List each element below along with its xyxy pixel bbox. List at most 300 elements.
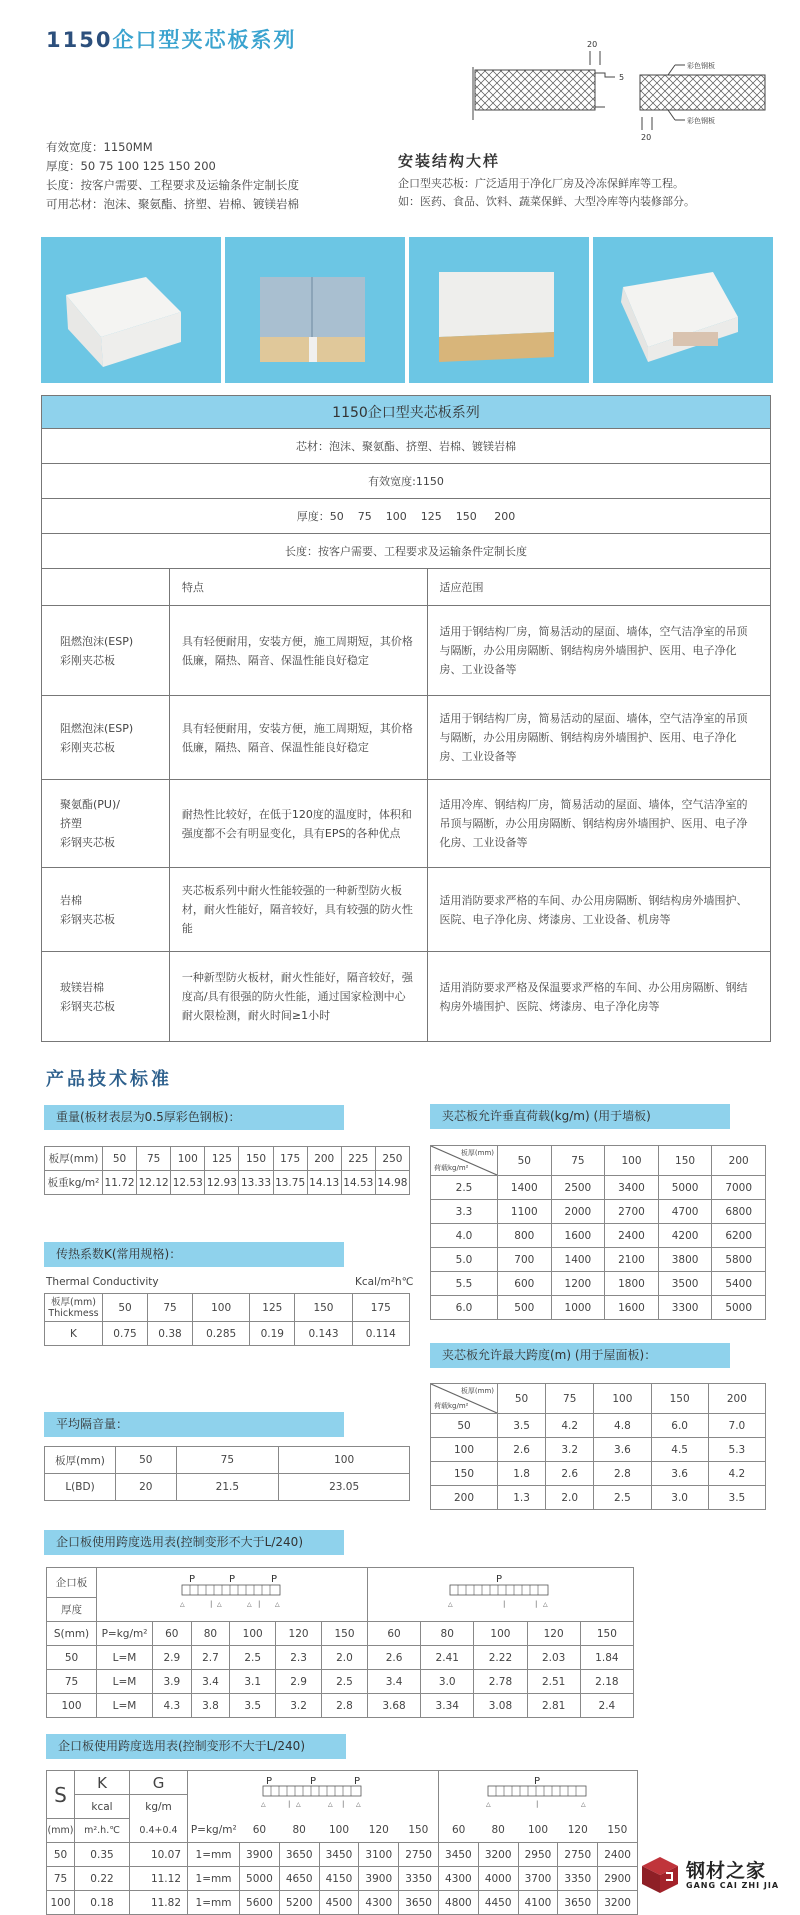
corner-header (431, 1146, 498, 1176)
thickness-cell: 175 (352, 1294, 409, 1322)
table-row (47, 1670, 634, 1694)
k-cell: 0.114 (352, 1322, 409, 1346)
value-cell: 1.3 (498, 1486, 546, 1510)
beam-icon (483, 1775, 593, 1815)
thickness-cell: 75 (148, 1294, 193, 1322)
unit-cell: 1=mm (188, 1891, 240, 1915)
weight-cell: 11.72 (103, 1171, 137, 1195)
panel-scope: 适用于钢结构厂房，简易活动的屋面、墙体，空气洁净室的吊顶与隔断，办公用房隔断、钢结构房外墙围护、医用、电子净化房、工业设备等 (427, 606, 771, 696)
span1-h2: 厚度 (47, 1598, 97, 1622)
load-cell: 5.5 (431, 1272, 498, 1296)
panel-scope: 适用消防要求严格的车间、办公用房隔断、钢结构房外墙围护、医院、电子净化房、烤漆房、工业设备、机房等 (427, 868, 771, 952)
value-cell: 4.8 (594, 1414, 651, 1438)
value-cell: 3800 (658, 1248, 712, 1272)
load-b: 120 (567, 1824, 588, 1837)
unit-cell: L=M (97, 1646, 153, 1670)
value-cell: 3650 (558, 1891, 598, 1915)
table-row (431, 1224, 766, 1248)
value-cell: 4200 (658, 1224, 712, 1248)
svg-text:|: | (257, 1599, 261, 1608)
thickness-cell: 50 (116, 1447, 177, 1474)
thickness-cell: 150 (295, 1294, 352, 1322)
value-cell: 2.78 (474, 1670, 527, 1694)
weight-bar: 重量(板材表层为0.5厚彩色钢板)： (44, 1105, 344, 1130)
load-b: 100 (474, 1622, 527, 1646)
value-cell: 2100 (605, 1248, 659, 1272)
load-b: 80 (491, 1824, 505, 1837)
value-cell: 3450 (438, 1843, 478, 1867)
svg-text:△: △ (246, 1600, 252, 1608)
glass-magnesium-panel-photo (593, 237, 773, 383)
load-b: 120 (527, 1622, 580, 1646)
value-cell: 2.9 (276, 1670, 322, 1694)
load-p: P (270, 1573, 277, 1585)
table-row (47, 1646, 634, 1670)
thickness-cell: 250 (375, 1147, 409, 1171)
load-cell: 200 (431, 1486, 498, 1510)
svg-text:|: | (503, 1599, 506, 1608)
k-cell: 0.75 (103, 1322, 148, 1346)
standards-title: 产品技术标准 (46, 1069, 172, 1090)
spec-core-row: 芯材：泡沫、聚氨酯、挤塑、岩棉、镀镁岩棉 (42, 429, 771, 464)
span2-table (46, 1770, 638, 1915)
panel-scope: 适用冷库、钢结构厂房，简易活动的屋面、墙体，空气洁净室的吊顶与隔断，办公用房隔断、钢结构房外墙围护、医用、电子净化房、工业设备等 (427, 780, 771, 868)
k-cell: 0.38 (148, 1322, 193, 1346)
value-cell: 2.41 (421, 1646, 474, 1670)
panel-type: 阻燃泡沫(ESP) 彩刚夹芯板 (42, 606, 170, 696)
logo-name: 钢材之家 (686, 1859, 767, 1882)
load-cell: 6.0 (431, 1296, 498, 1320)
thickness-cell: 100 (193, 1294, 250, 1322)
col-header: 200 (712, 1146, 766, 1176)
value-cell: 3.4 (191, 1670, 230, 1694)
sound-cell: 23.05 (279, 1474, 410, 1501)
value-cell: 2.5 (594, 1486, 651, 1510)
value-cell: 4300 (359, 1891, 399, 1915)
span2-bar: 企口板使用跨度选用表(控制变形不大于L/240) (46, 1734, 346, 1759)
value-cell: 1400 (551, 1248, 605, 1272)
value-cell: 3.0 (651, 1486, 708, 1510)
value-cell: 3.5 (498, 1414, 546, 1438)
svg-text:|: | (535, 1599, 538, 1608)
load-b: 80 (421, 1622, 474, 1646)
value-cell: 3.1 (230, 1670, 276, 1694)
thermal-label: Thermal Conductivity (46, 1276, 159, 1288)
table-row (431, 1462, 766, 1486)
load-a: 150 (322, 1622, 368, 1646)
panel-type: 阻燃泡沫(ESP) 彩刚夹芯板 (42, 696, 170, 780)
corner-bottom: 荷载kg/m² (434, 1402, 469, 1410)
table-row (42, 952, 771, 1042)
value-cell: 3.9 (153, 1670, 192, 1694)
value-cell: 4800 (438, 1891, 478, 1915)
sound-bar: 平均隔音量： (44, 1412, 344, 1437)
s-cell: 75 (47, 1670, 97, 1694)
dim-5-label: 5 (619, 73, 625, 82)
load-a: 120 (368, 1824, 389, 1837)
thickness-label: 板厚(mm) (45, 1147, 103, 1171)
thermal-unit: Kcal/m²h℃ (355, 1276, 414, 1288)
load-a: 150 (399, 1819, 439, 1843)
k-cell: 0.143 (295, 1322, 352, 1346)
col-header: 200 (708, 1384, 765, 1414)
thickness-cell: 125 (205, 1147, 239, 1171)
sound-table (44, 1446, 410, 1501)
table-row (42, 606, 771, 696)
svg-text:△: △ (260, 1800, 266, 1808)
svg-text:|: | (287, 1799, 291, 1808)
s-cell: 100 (47, 1891, 75, 1915)
k-cell: 0.285 (193, 1322, 250, 1346)
corner-top: 板厚(mm) (460, 1149, 494, 1157)
load-a: 100 (230, 1622, 276, 1646)
thickness-cell: 50 (103, 1294, 148, 1322)
value-cell: 3.34 (421, 1694, 474, 1718)
value-cell: 3900 (240, 1843, 280, 1867)
load-cell: 5.0 (431, 1248, 498, 1272)
corner-header (431, 1384, 498, 1414)
value-cell: 3200 (478, 1843, 518, 1867)
spec-summary (46, 138, 299, 214)
panel-type: 玻镁岩棉 彩钢夹芯板 (42, 952, 170, 1042)
table-row (431, 1438, 766, 1462)
p-label: P=kg/m² (188, 1819, 240, 1843)
install-section (398, 150, 695, 211)
unit-cell: 1=mm (188, 1867, 240, 1891)
value-cell: 1.84 (580, 1646, 633, 1670)
value-cell: 2.5 (322, 1670, 368, 1694)
value-cell: 2.8 (594, 1462, 651, 1486)
steel-label-bottom: 彩色钢板 (687, 117, 715, 125)
svg-text:△: △ (485, 1800, 491, 1808)
col-header: 100 (594, 1384, 651, 1414)
g-cell: 10.07 (130, 1843, 188, 1867)
weight-cell: 14.13 (307, 1171, 341, 1195)
s-cell: 50 (47, 1646, 97, 1670)
value-cell: 5600 (240, 1891, 280, 1915)
value-cell: 1000 (551, 1296, 605, 1320)
install-line-2: 如：医药、食品、饮料、蔬菜保鲜、大型冷库等内装修部分。 (398, 195, 695, 208)
value-cell: 2.9 (153, 1646, 192, 1670)
value-cell: 5000 (658, 1176, 712, 1200)
col-header: 100 (605, 1146, 659, 1176)
value-cell: 600 (498, 1272, 552, 1296)
empty-header (42, 569, 170, 606)
col-header: 150 (658, 1146, 712, 1176)
load-cell: 150 (431, 1462, 498, 1486)
table-row (431, 1272, 766, 1296)
sound-label: L(BD) (45, 1474, 116, 1501)
value-cell: 5800 (712, 1248, 766, 1272)
product-spec-table (41, 395, 771, 1042)
table-row (431, 1200, 766, 1224)
weight-cell: 14.53 (341, 1171, 375, 1195)
value-cell: 3.6 (594, 1438, 651, 1462)
k-cell: 0.18 (75, 1891, 130, 1915)
weight-cell: 12.53 (171, 1171, 205, 1195)
features-header: 特点 (169, 569, 427, 606)
table-row (42, 696, 771, 780)
panel-joint-diagram (465, 35, 785, 150)
value-cell: 1600 (605, 1296, 659, 1320)
value-cell: 3500 (658, 1272, 712, 1296)
weight-cell: 14.98 (375, 1171, 409, 1195)
value-cell: 6.0 (651, 1414, 708, 1438)
value-cell: 2.0 (546, 1486, 594, 1510)
load-p: P (188, 1573, 195, 1585)
value-cell: 3350 (399, 1867, 439, 1891)
value-cell: 1600 (551, 1224, 605, 1248)
value-cell: 3700 (518, 1867, 558, 1891)
load-b: 150 (598, 1819, 638, 1843)
svg-text:△: △ (179, 1600, 185, 1608)
load-a: 80 (292, 1824, 306, 1837)
three-point-load-diagram (188, 1771, 439, 1819)
k-cell: 0.35 (75, 1843, 130, 1867)
value-cell: 4150 (319, 1867, 359, 1891)
value-cell: 2.51 (527, 1670, 580, 1694)
thickness-cell: 225 (341, 1147, 375, 1171)
load-a: 60 (252, 1824, 267, 1837)
value-cell: 6200 (712, 1224, 766, 1248)
value-cell: 800 (498, 1224, 552, 1248)
load-cell: 100 (431, 1438, 498, 1462)
panel-type: 聚氨酯(PU)/ 挤塑 彩钢夹芯板 (42, 780, 170, 868)
spec-thickness: 厚度：50 75 100 125 150 200 (46, 159, 216, 173)
value-cell: 3.5 (230, 1694, 276, 1718)
col-header: 75 (546, 1384, 594, 1414)
max-span-table (430, 1383, 766, 1510)
value-cell: 2.81 (527, 1694, 580, 1718)
thickness-cell: 175 (273, 1147, 307, 1171)
load-p: P (265, 1775, 273, 1787)
corner-top: 板厚(mm) (460, 1387, 494, 1395)
vertical-load-table (430, 1145, 766, 1320)
table-row (47, 1694, 634, 1718)
g-cell: 11.82 (130, 1891, 188, 1915)
value-cell: 2.22 (474, 1646, 527, 1670)
value-cell: 2900 (598, 1867, 638, 1891)
panel-features: 一种新型防火板材，耐火性能好，隔音较好，强度高/具有很强的防火性能，通过国家检测中心耐火限检测，耐火时间≥1小时 (169, 952, 427, 1042)
thickness-cell: 200 (307, 1147, 341, 1171)
span1-h3: S(mm) (47, 1622, 97, 1646)
s-cell: 50 (47, 1843, 75, 1867)
weight-cell: 13.33 (239, 1171, 273, 1195)
value-cell: 5000 (240, 1867, 280, 1891)
load-cell: 50 (431, 1414, 498, 1438)
load-cell: 3.3 (431, 1200, 498, 1224)
k-unit2: m².h.℃ (75, 1819, 130, 1843)
panel-scope: 适用于钢结构厂房，简易活动的屋面、墙体，空气洁净室的吊顶与隔断，办公用房隔断、钢结构房外墙围护、医用、电子净化房、工业设备等 (427, 696, 771, 780)
value-cell: 2000 (551, 1200, 605, 1224)
value-cell: 4700 (658, 1200, 712, 1224)
weight-cell: 12.12 (137, 1171, 171, 1195)
weight-cell: 13.75 (273, 1171, 307, 1195)
g-cell: 11.12 (130, 1867, 188, 1891)
thickness-label: 板厚(mm) (45, 1447, 116, 1474)
spec-core: 可用芯材：泡沫、聚氨酯、挤塑、岩棉、镀镁岩棉 (46, 197, 299, 211)
three-point-load-diagram (97, 1568, 368, 1622)
k-cell: 0.19 (250, 1322, 295, 1346)
value-cell: 4100 (518, 1891, 558, 1915)
s-unit: (mm) (47, 1819, 75, 1843)
product-photos (41, 237, 773, 383)
thermal-table (44, 1293, 410, 1346)
spec-thickness-row: 厚度：50 75 100 125 150 200 (42, 499, 771, 534)
table-row (431, 1414, 766, 1438)
unit-cell: L=M (97, 1670, 153, 1694)
value-cell: 4650 (279, 1867, 319, 1891)
s-cell: 100 (47, 1694, 97, 1718)
brand-logo (640, 1855, 779, 1895)
value-cell: 3650 (279, 1843, 319, 1867)
k-label: K (45, 1322, 103, 1346)
value-cell: 5.3 (708, 1438, 765, 1462)
s-cell: 75 (47, 1867, 75, 1891)
spec-length: 长度：按客户需要、工程要求及运输条件定制长度 (46, 178, 299, 192)
value-cell: 5400 (712, 1272, 766, 1296)
install-title: 安装结构大样 (398, 152, 501, 170)
value-cell: 5000 (712, 1296, 766, 1320)
value-cell: 7000 (712, 1176, 766, 1200)
value-cell: 3.2 (546, 1438, 594, 1462)
value-cell: 2.18 (580, 1670, 633, 1694)
load-p: P (533, 1775, 541, 1787)
span1-bar: 企口板使用跨度选用表(控制变形不大于L/240) (44, 1530, 344, 1555)
g-header: G (130, 1771, 188, 1795)
thickness-cell: 75 (137, 1147, 171, 1171)
load-p: P (353, 1775, 361, 1787)
page-title (46, 24, 296, 54)
value-cell: 7.0 (708, 1414, 765, 1438)
vertical-load-bar: 夹芯板允许垂直荷载(kg/m) (用于墙板) (430, 1104, 730, 1129)
value-cell: 500 (498, 1296, 552, 1320)
value-cell: 2.3 (276, 1646, 322, 1670)
value-cell: 3.0 (421, 1670, 474, 1694)
logo-subtitle: GANG CAI ZHI JIA (686, 1880, 780, 1890)
thermal-bar: 传热系数K(常用规格)： (44, 1242, 344, 1267)
load-b: 150 (580, 1622, 633, 1646)
thickness-cell: 125 (250, 1294, 295, 1322)
value-cell: 4000 (478, 1867, 518, 1891)
table-row (42, 868, 771, 952)
value-cell: 2.03 (527, 1646, 580, 1670)
spec-length-row: 长度：按客户需要、工程要求及运输条件定制长度 (42, 534, 771, 569)
value-cell: 3300 (658, 1296, 712, 1320)
value-cell: 2.6 (367, 1646, 420, 1670)
weight-label: 板重kg/m² (45, 1171, 103, 1195)
unit-cell: L=M (97, 1694, 153, 1718)
table-row (431, 1486, 766, 1510)
value-cell: 3.4 (367, 1670, 420, 1694)
steel-label-top: 彩色钢板 (687, 62, 715, 70)
title-text: 企口型夹芯板系列 (112, 28, 297, 52)
center-load-diagram (367, 1568, 633, 1622)
value-cell: 4.2 (708, 1462, 765, 1486)
value-cell: 3200 (598, 1891, 638, 1915)
value-cell: 4.3 (153, 1694, 192, 1718)
svg-text:△: △ (295, 1800, 301, 1808)
svg-text:|: | (341, 1799, 345, 1808)
value-cell: 1400 (498, 1176, 552, 1200)
install-line-1: 企口型夹芯板：广泛适用于净化厂房及冷冻保鲜库等工程。 (398, 177, 684, 190)
value-cell: 5200 (279, 1891, 319, 1915)
value-cell: 2400 (598, 1843, 638, 1867)
load-a: 120 (276, 1622, 322, 1646)
thickness-cell: 100 (171, 1147, 205, 1171)
panel-features: 耐热性比较好，在低于120度的温度时，体积和强度都不会有明显变化，具有EPS的各种优点 (169, 780, 427, 868)
p-label: P=kg/m² (97, 1622, 153, 1646)
cube-logo-icon (640, 1855, 680, 1895)
panel-type: 岩棉 彩钢夹芯板 (42, 868, 170, 952)
panel-features: 夹芯板系列中耐火性能较强的一种新型防火板材，耐火性能好，隔音较好，具有较强的防火性能 (169, 868, 427, 952)
col-header: 50 (498, 1384, 546, 1414)
value-cell: 3400 (605, 1176, 659, 1200)
value-cell: 2700 (605, 1200, 659, 1224)
weight-cell: 12.93 (205, 1171, 239, 1195)
table-row (431, 1176, 766, 1200)
k-cell: 0.22 (75, 1867, 130, 1891)
value-cell: 2750 (558, 1843, 598, 1867)
value-cell: 2.6 (498, 1438, 546, 1462)
corner-bottom: 荷载kg/m² (434, 1164, 469, 1172)
svg-text:△: △ (543, 1600, 549, 1608)
weight-table (44, 1146, 410, 1195)
table-row (431, 1296, 766, 1320)
value-cell: 3350 (558, 1867, 598, 1891)
value-cell: 3.6 (651, 1462, 708, 1486)
g-unit1: kg/m (130, 1795, 188, 1819)
value-cell: 3.5 (708, 1486, 765, 1510)
thickness-label: 板厚(mm) Thickmess (45, 1294, 103, 1322)
center-load-diagram (438, 1771, 637, 1819)
load-a: 100 (328, 1824, 350, 1837)
table-row (47, 1843, 638, 1867)
thickness-cell: 100 (279, 1447, 410, 1474)
unit-cell: 1=mm (188, 1843, 240, 1867)
load-p: P (496, 1573, 503, 1585)
value-cell: 3.08 (474, 1694, 527, 1718)
svg-text:△: △ (448, 1600, 454, 1608)
beam-icon (445, 1572, 555, 1618)
value-cell: 2500 (551, 1176, 605, 1200)
svg-text:△: △ (355, 1800, 361, 1808)
table-row (47, 1867, 638, 1891)
value-cell: 4.2 (546, 1414, 594, 1438)
col-header: 150 (651, 1384, 708, 1414)
spec-width: 有效宽度：1150MM (46, 140, 153, 154)
value-cell: 2950 (518, 1843, 558, 1867)
span1-h1: 企口板 (47, 1568, 97, 1598)
span1-table (46, 1567, 634, 1718)
value-cell: 4300 (438, 1867, 478, 1891)
panel-features: 具有轻便耐用，安装方便，施工周期短，其价格低廉，隔热、隔音、保温性能良好稳定 (169, 606, 427, 696)
svg-text:△: △ (580, 1800, 586, 1808)
g-unit2: 0.4+0.4 (130, 1819, 188, 1843)
load-b: 60 (451, 1824, 466, 1837)
k-unit1: kcal (75, 1795, 130, 1819)
sound-cell: 20 (116, 1474, 177, 1501)
value-cell: 1.8 (498, 1462, 546, 1486)
svg-text:|: | (535, 1799, 539, 1808)
value-cell: 1100 (498, 1200, 552, 1224)
value-cell: 2750 (399, 1843, 439, 1867)
dim-bottom-label: 20 (641, 133, 652, 142)
panel-scope: 适用消防要求严格及保温要求严格的车间、办公用房隔断、钢结构房外墙围护、医院、烤漆房、电子净化房等 (427, 952, 771, 1042)
title-number: 1150 (46, 28, 113, 52)
spec-width-row: 有效宽度:1150 (42, 464, 771, 499)
col-header: 75 (551, 1146, 605, 1176)
